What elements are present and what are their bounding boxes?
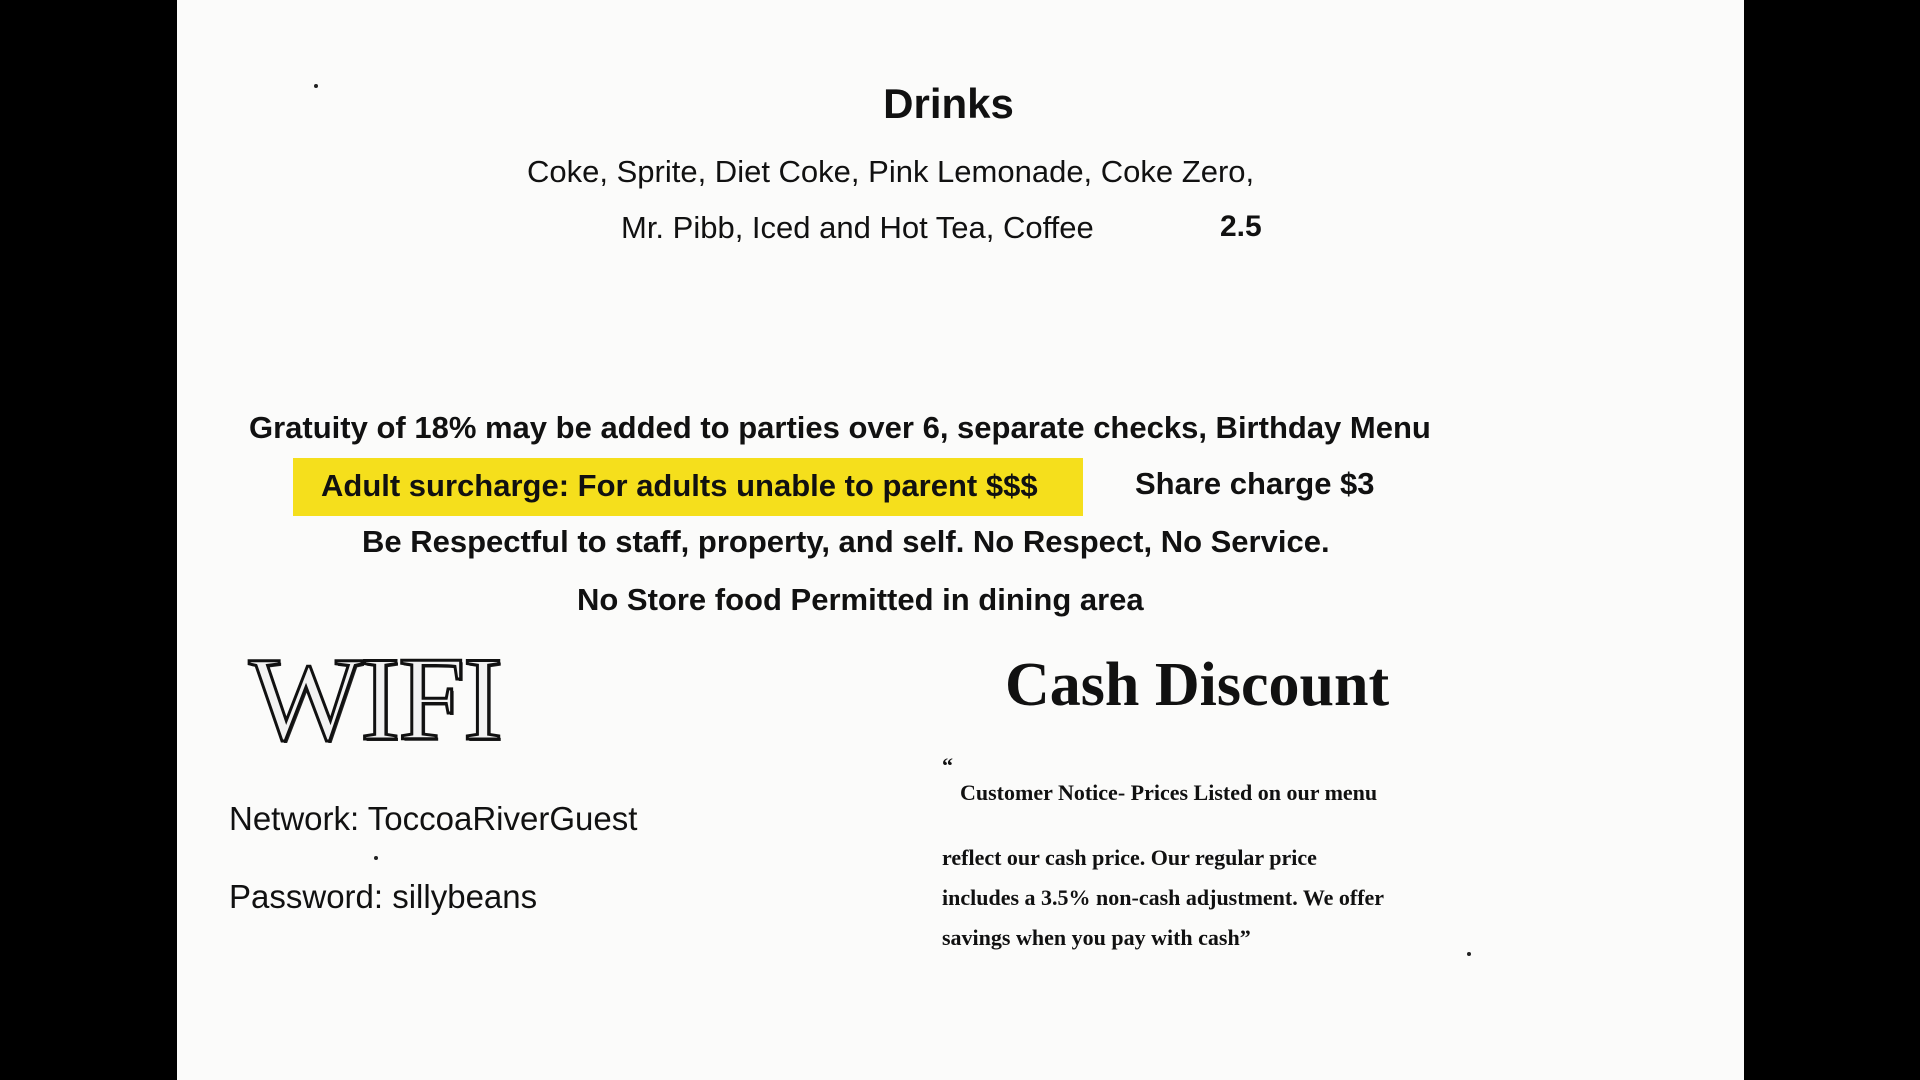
drinks-heading: Drinks <box>883 80 1014 127</box>
paper-speck <box>374 856 378 860</box>
gratuity-notice: Gratuity of 18% may be added to parties over 6, separate checks, Birthday Menu <box>249 410 1431 445</box>
paper-speck <box>1467 952 1471 956</box>
menu-page <box>177 0 1744 1080</box>
wifi-password: Password: sillybeans <box>229 878 538 915</box>
wifi-heading: WIFI <box>249 632 501 765</box>
notice-open-quote: “ <box>942 753 953 778</box>
share-charge-notice: Share charge $3 <box>1135 466 1375 501</box>
adult-surcharge-notice: Adult surcharge: For adults unable to parent $$$ <box>321 468 1038 503</box>
no-store-food-notice: No Store food Permitted in dining area <box>577 582 1144 617</box>
cash-notice-line-3: includes a 3.5% non-cash adjustment. We offer <box>942 885 1385 910</box>
cash-notice-line-1: Customer Notice- Prices Listed on our menu <box>960 780 1378 805</box>
cash-notice-line-4: savings when you pay with cash” <box>942 925 1251 950</box>
drinks-list-line-2: Mr. Pibb, Iced and Hot Tea, Coffee <box>621 210 1094 245</box>
cash-notice-line-2: reflect our cash price. Our regular price <box>942 845 1317 870</box>
wifi-network: Network: ToccoaRiverGuest <box>229 800 638 837</box>
drinks-list-line-1: Coke, Sprite, Diet Coke, Pink Lemonade, Coke Zero, <box>527 154 1255 189</box>
drinks-price: 2.5 <box>1220 210 1262 243</box>
respect-notice: Be Respectful to staff, property, and self. No Respect, No Service. <box>362 524 1330 559</box>
cash-discount-heading: Cash Discount <box>1005 651 1390 719</box>
